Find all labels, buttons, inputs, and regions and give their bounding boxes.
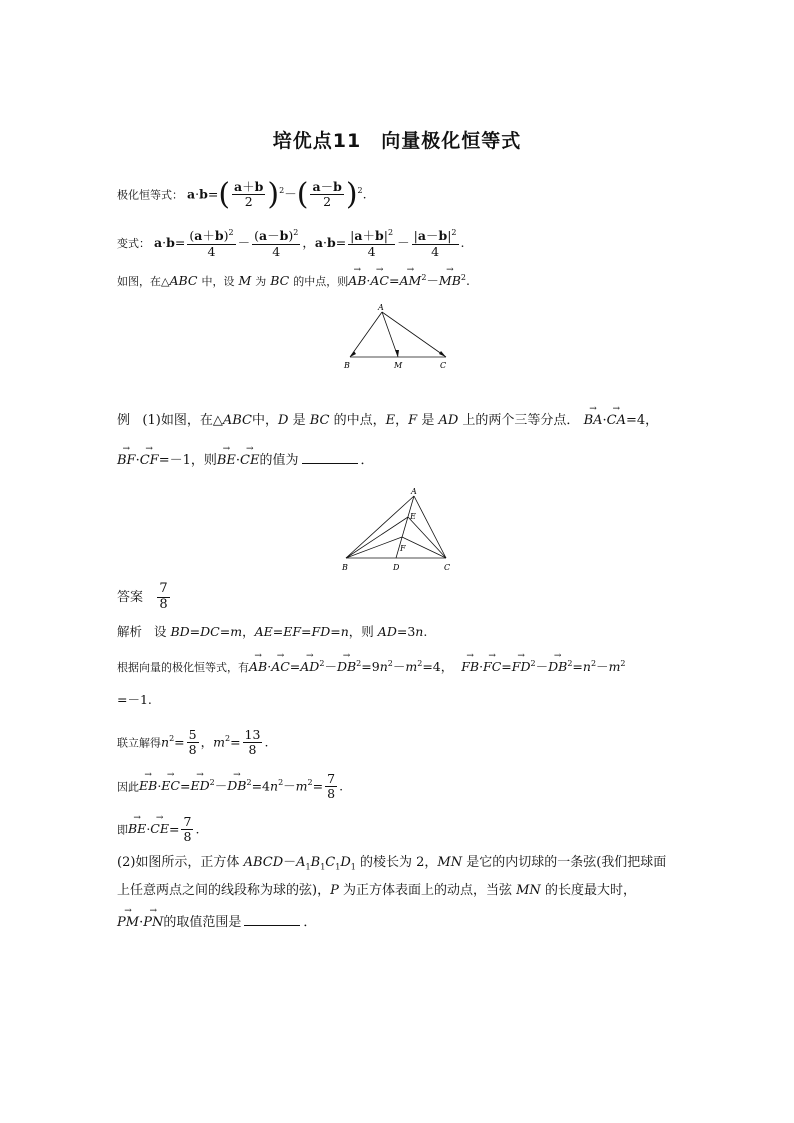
answer-label: 答案: [117, 589, 144, 605]
variant-label: 变式：: [117, 236, 150, 250]
basis-line-cont: =－1.: [117, 692, 152, 707]
solve-line: 联立解得$n^2=$ $\frac{5}{8}$ ，$m^2=$ $\frac{13}{8}$ .: [117, 727, 269, 758]
fig2-label-d: D: [393, 563, 400, 572]
fig1-label-m: M: [394, 361, 403, 370]
answer-line: [117, 582, 172, 613]
triangle-figure-2: [338, 484, 458, 574]
triangle-figure-1: [340, 300, 460, 375]
fig1-label-c: C: [440, 361, 447, 370]
hence-line: 即→ BE·→ CE= $\frac{7}{8}$ .: [117, 815, 199, 845]
part2-line2: 上任意两点之间的线段称为球的弦)，P 为正方体表面上的动点，当弦 MN 的长度最大时，: [117, 883, 636, 898]
fig2-label-f: F: [400, 544, 406, 553]
variant-line: 变式： a·b= $\frac{(a+b)^2}{4}$ － $\frac{(a-b)^2}{4}$ ，a·b= $\frac{|a+b|^2}{4}$ － $\frac{|a-b|^2}{4}$ .: [117, 228, 465, 259]
basis-line: 根据向量的极化恒等式，有→ $AB\cdot\to AC=\to AD^2-\to DB^2=9n^2-m^2=4$， → $FB\cdot\to FC=\to FD^2-\to DB^2=n^2-m^2$: [117, 660, 626, 674]
figure-sentence: 如图，在△ABC 中，设 M 为 BC 的中点，则→ $AB\cdot\to AC=\to AM^2-\to MB^2$.: [117, 274, 470, 288]
therefore-line: 因此→ $EB\cdot\to EC=\to ED^2-\to DB^2=4n^2-m^2=$ $\frac{7}{8}$ .: [117, 772, 343, 802]
part2-line1: (2)如图所示，正方体 $ABCD-A_1B_1C_1D_1$ 的棱长为 2，MN 是它的内切球的一条弦(我们把球面: [117, 855, 667, 872]
fig1-label-b: B: [344, 361, 350, 370]
page-title: 培优点11 向量极化恒等式: [272, 130, 522, 152]
answer-fraction: $\frac{7}{8}$: [159, 581, 168, 612]
fig2-label-b: B: [342, 563, 348, 572]
analysis-line: 解析 设 BD=DC=m，AE=EF=FD=n，则 AD=3n.: [117, 624, 428, 639]
answer-blank-2[interactable]: [244, 925, 300, 926]
example-1-line1: 例 (1)如图，在△ABC中，D 是 BC 的中点，E，F 是 AD 上的两个三等分点． → BA·→ CA=4，: [117, 414, 658, 427]
fig1-label-a: A: [378, 303, 384, 312]
fig2-label-c: C: [444, 563, 451, 572]
part2-line3: → PM·→ PN的取值范围是 ．: [117, 916, 316, 929]
identity-line: 极化恒等式： a·b=( $\frac{a+b}{2}$ )$^2$－( $\frac{a-b}{2}$ )$^2$.: [117, 176, 367, 212]
example-1-line2: → BF·→ CF=－1，则→ BE·→ CE的值为 ．: [117, 454, 374, 467]
identity-label: 极化恒等式：: [117, 188, 183, 202]
answer-blank-1[interactable]: [302, 463, 358, 464]
fig2-label-e: E: [410, 512, 416, 521]
fig2-label-a: A: [411, 487, 417, 496]
